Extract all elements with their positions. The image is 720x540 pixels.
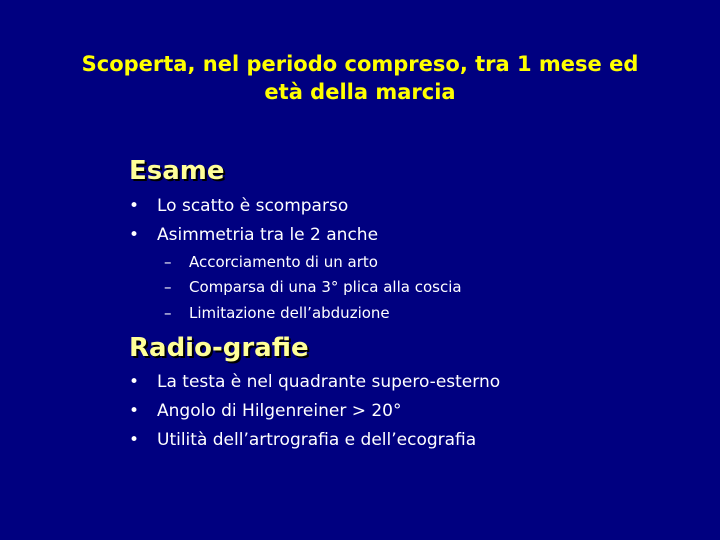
bullet-item <box>129 223 378 247</box>
sub-bullet-text: Accorciamento di un arto <box>189 253 378 271</box>
sub-bullet-item <box>164 302 390 324</box>
bullet-marker: • <box>129 401 140 421</box>
bullet-text: Utilità dell’artrografia e dell’ecografia <box>157 430 477 450</box>
sub-bullet-item <box>164 251 378 273</box>
bullet-item <box>129 370 500 394</box>
bullet-text: Asimmetria tra le 2 anche <box>157 225 379 245</box>
sub-bullet-item <box>164 276 462 298</box>
section-heading-radiografie: Radio-grafie <box>129 333 309 363</box>
bullet-marker: • <box>129 372 140 392</box>
bullet-text: Lo scatto è scomparso <box>157 196 349 216</box>
bullet-item <box>129 194 348 218</box>
slide-title <box>30 50 690 106</box>
dash-marker: – <box>164 304 172 322</box>
sub-bullet-text: Comparsa di una 3° plica alla coscia <box>189 278 462 296</box>
bullet-item <box>129 399 402 423</box>
slide-title-line-1: Scoperta, nel periodo compreso, tra 1 mese ed <box>81 52 639 76</box>
bullet-marker: • <box>129 430 140 450</box>
bullet-text: La testa è nel quadrante supero-esterno <box>157 372 501 392</box>
dash-marker: – <box>164 278 172 296</box>
slide-title-line-2: età della marcia <box>264 80 456 104</box>
bullet-item <box>129 428 476 452</box>
section-heading-esame: Esame <box>129 156 225 186</box>
dash-marker: – <box>164 253 172 271</box>
bullet-text: Angolo di Hilgenreiner > 20° <box>157 401 402 421</box>
bullet-marker: • <box>129 225 140 245</box>
bullet-marker: • <box>129 196 140 216</box>
sub-bullet-text: Limitazione dell’abduzione <box>189 304 390 322</box>
